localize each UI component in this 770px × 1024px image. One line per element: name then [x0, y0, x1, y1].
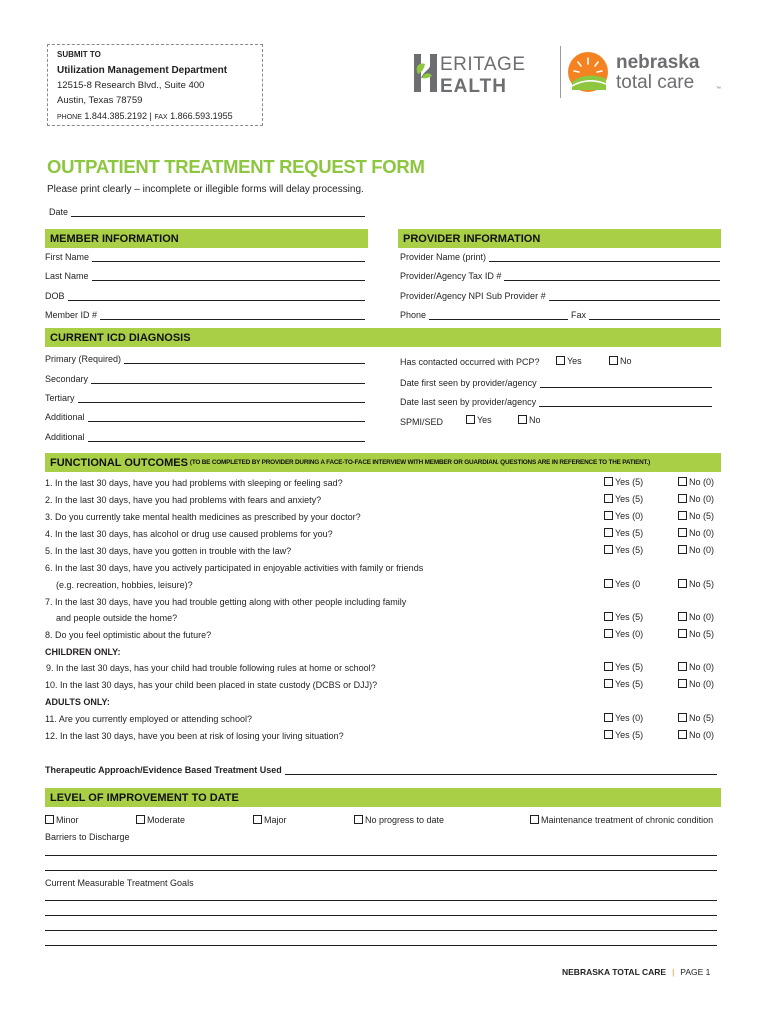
question-9-yes-label: Yes (5) [615, 662, 644, 672]
provider-phone-field[interactable] [400, 310, 568, 320]
question-12-yes-label: Yes (5) [615, 730, 644, 740]
question-11-yes[interactable] [604, 713, 643, 723]
question-11-yes-label: Yes (0) [615, 713, 644, 723]
ntc-tm: ™ [716, 86, 721, 92]
phone-number: 1.844.385.2192 [84, 111, 147, 121]
spmi-yes-label: Yes [477, 415, 492, 425]
dob-label: DOB [45, 291, 65, 301]
question-7-text: 7. In the last 30 days, have you had trouble getting along with other people including family [45, 597, 407, 607]
question-8-text: 8. Do you feel optimistic about the future? [45, 630, 212, 640]
question-2-no-checkbox[interactable] [678, 494, 687, 503]
form-subtitle: Please print clearly – incomplete or illegible forms will delay processing. [47, 184, 364, 195]
question-1-yes-checkbox[interactable] [604, 477, 613, 486]
question-3-no[interactable] [678, 511, 714, 521]
question-8-no[interactable] [678, 629, 714, 639]
question-5-text: 5. In the last 30 days, have you gotten in trouble with the law? [45, 546, 292, 556]
pcp-yes-label: Yes [567, 356, 582, 366]
improvement-no-progress-checkbox[interactable] [354, 815, 363, 824]
first-name-label: First Name [45, 252, 90, 262]
tertiary-diagnosis-field[interactable] [45, 393, 365, 403]
therapeutic-approach-field[interactable] [45, 765, 717, 775]
barriers-line-2[interactable] [45, 870, 717, 871]
question-1-no[interactable] [678, 477, 714, 487]
question-10-no-label: No (0) [689, 679, 715, 689]
question-4-no[interactable] [678, 528, 714, 538]
goals-line-1[interactable] [45, 900, 717, 901]
logo-divider [560, 46, 561, 98]
question-10-yes-checkbox[interactable] [604, 679, 613, 688]
department-name: Utilization Management Department [57, 65, 228, 76]
spmi-no-option[interactable] [518, 415, 541, 425]
question-2-yes-label: Yes (5) [615, 494, 644, 504]
question-10-text: 10. In the last 30 days, has your child been placed in state custody (DCBS or DJJ)? [45, 680, 378, 690]
improvement-major-checkbox[interactable] [253, 815, 262, 824]
member-info-header [45, 229, 368, 248]
question-7-text-cont: and people outside the home? [56, 613, 178, 623]
dob-field[interactable] [45, 291, 365, 301]
question-12-no-label: No (0) [689, 730, 715, 740]
first-seen-label: Date first seen by provider/agency [400, 378, 537, 388]
question-4-no-checkbox[interactable] [678, 528, 687, 537]
pcp-no-checkbox[interactable] [609, 356, 618, 365]
question-7-yes-checkbox[interactable] [604, 612, 613, 621]
question-11-no-checkbox[interactable] [678, 713, 687, 722]
question-7-no-label: No (0) [689, 612, 715, 622]
spmi-yes-checkbox[interactable] [466, 415, 475, 424]
improvement-maintenance-label: Maintenance treatment of chronic condition [541, 815, 714, 825]
page-footer [562, 967, 710, 977]
ntc-line1-text: nebraska [616, 52, 700, 73]
pcp-no-label: No [620, 356, 632, 366]
pcp-question: Has contacted occurred with PCP? [400, 357, 540, 367]
additional-diagnosis-field-1[interactable] [45, 412, 365, 422]
question-10-no[interactable] [678, 679, 714, 689]
question-10-no-checkbox[interactable] [678, 679, 687, 688]
date-label: Date [49, 207, 69, 217]
question-6-text: 6. In the last 30 days, have you actively participated in enjoyable activities with family or friends [45, 563, 424, 573]
tax-id-label: Provider/Agency Tax ID # [400, 271, 502, 281]
improvement-maintenance-checkbox[interactable] [530, 815, 539, 824]
question-9-text: 9. In the last 30 days, has your child had trouble following rules at home or school? [46, 663, 376, 673]
question-2-no[interactable] [678, 494, 714, 504]
question-1-no-label: No (0) [689, 477, 715, 487]
nebraska-total-care-logo [566, 46, 726, 98]
question-4-text: 4. In the last 30 days, has alcohol or drug use caused problems for you? [45, 529, 333, 539]
last-name-line[interactable] [92, 272, 365, 281]
question-3-yes[interactable] [604, 511, 643, 521]
form-title: OUTPATIENT TREATMENT REQUEST FORM [47, 156, 425, 177]
question-12-no-checkbox[interactable] [678, 730, 687, 739]
question-7-no-checkbox[interactable] [678, 612, 687, 621]
question-8-no-checkbox[interactable] [678, 629, 687, 638]
npi-label: Provider/Agency NPI Sub Provider # [400, 291, 546, 301]
question-12-no[interactable] [678, 730, 714, 740]
first-name-line[interactable] [92, 253, 365, 262]
improvement-minor-option[interactable] [45, 815, 79, 825]
fax-label: FAX [154, 114, 168, 121]
question-5-no-label: No (0) [689, 545, 715, 555]
question-12-text: 12. In the last 30 days, have you been at risk of losing your living situation? [45, 731, 344, 741]
phone-label: PHONE [57, 114, 82, 121]
question-9-yes[interactable] [604, 662, 643, 672]
adults-only-heading: ADULTS ONLY: [45, 697, 110, 707]
children-only-heading: CHILDREN ONLY: [45, 647, 121, 657]
question-6-no-label: No (5) [689, 579, 715, 589]
npi-line[interactable] [549, 292, 720, 301]
question-3-text: 3. Do you currently take mental health medicines as prescribed by your doctor? [45, 512, 361, 522]
improvement-title: LEVEL OF IMPROVEMENT TO DATE [50, 791, 239, 804]
improvement-no-progress-option[interactable] [354, 815, 444, 825]
goals-line-4[interactable] [45, 945, 717, 946]
last-name-label: Last Name [45, 271, 89, 281]
additional-diagnosis-label-1: Additional [45, 412, 85, 422]
member-id-line[interactable] [100, 311, 365, 320]
primary-diagnosis-label: Primary (Required) [45, 354, 122, 364]
secondary-diagnosis-label: Secondary [45, 374, 89, 384]
question-2-yes[interactable] [604, 494, 643, 504]
question-8-yes[interactable] [604, 629, 643, 639]
spmi-yes-option[interactable] [466, 415, 492, 425]
secondary-diagnosis-line[interactable] [91, 375, 365, 384]
tertiary-diagnosis-label: Tertiary [45, 393, 75, 403]
question-6-yes[interactable] [604, 579, 640, 589]
question-6-text-cont: (e.g. recreation, hobbies, leisure)? [56, 580, 193, 590]
question-3-no-label: No (5) [689, 511, 715, 521]
question-8-no-label: No (5) [689, 629, 715, 639]
improvement-minor-checkbox[interactable] [45, 815, 54, 824]
question-11-no-label: No (5) [689, 713, 715, 723]
functional-outcomes-title: FUNCTIONAL OUTCOMES [50, 456, 188, 469]
improvement-header [45, 788, 721, 807]
provider-fax-field[interactable] [571, 310, 720, 320]
question-1-yes[interactable] [604, 477, 643, 487]
question-11-text: 11. Are you currently employed or attending school? [45, 714, 252, 724]
address-line-1: 12515-8 Research Blvd., Suite 400 [57, 80, 205, 91]
question-2-no-label: No (0) [689, 494, 715, 504]
barriers-line-1[interactable] [45, 855, 717, 856]
provider-name-label: Provider Name (print) [400, 252, 487, 262]
question-9-no[interactable] [678, 662, 714, 672]
heritage-top-text: ERITAGE [440, 54, 526, 75]
question-9-no-checkbox[interactable] [678, 662, 687, 671]
functional-outcomes-header [45, 453, 721, 472]
functional-outcomes-note: (TO BE COMPLETED BY PROVIDER DURING A FACE-TO-FACE INTERVIEW WITH MEMBER OR GUARDIAN. QUESTIONS ARE IN REFERENCE TO THE PATIENT.) [189, 459, 651, 466]
improvement-moderate-option[interactable] [136, 815, 185, 825]
icd-diagnosis-header [45, 328, 721, 347]
spmi-label: SPMI/SED [400, 417, 444, 427]
pcp-yes-checkbox[interactable] [556, 356, 565, 365]
last-seen-label: Date last seen by provider/agency [400, 397, 537, 407]
question-9-yes-checkbox[interactable] [604, 662, 613, 671]
heritage-bottom-text: EALTH [440, 76, 507, 96]
footer-page: PAGE 1 [680, 967, 711, 977]
question-12-yes-checkbox[interactable] [604, 730, 613, 739]
question-5-no-checkbox[interactable] [678, 545, 687, 554]
improvement-moderate-checkbox[interactable] [136, 815, 145, 824]
question-7-yes-label: Yes (5) [615, 612, 644, 622]
question-2-yes-checkbox[interactable] [604, 494, 613, 503]
address-line-2: Austin, Texas 78759 [57, 95, 143, 106]
improvement-major-label: Major [264, 815, 287, 825]
improvement-minor-label: Minor [56, 815, 79, 825]
question-6-no-checkbox[interactable] [678, 579, 687, 588]
submit-to-heading: SUBMIT TO [57, 50, 101, 59]
therapeutic-approach-line[interactable] [285, 766, 717, 775]
tertiary-diagnosis-line[interactable] [78, 394, 365, 403]
additional-diagnosis-line-2[interactable] [88, 433, 365, 442]
primary-diagnosis-line[interactable] [124, 355, 365, 364]
provider-name-line[interactable] [489, 253, 720, 262]
icd-diagnosis-title: CURRENT ICD DIAGNOSIS [50, 331, 191, 344]
question-5-yes[interactable] [604, 545, 643, 555]
question-1-text: 1. In the last 30 days, have you had problems with sleeping or feeling sad? [45, 478, 343, 488]
question-7-no[interactable] [678, 612, 714, 622]
question-12-yes[interactable] [604, 730, 643, 740]
improvement-maintenance-option[interactable] [530, 815, 713, 825]
question-10-yes[interactable] [604, 679, 643, 689]
therapeutic-approach-label: Therapeutic Approach/Evidence Based Treatment Used [45, 765, 282, 775]
member-id-label: Member ID # [45, 310, 98, 320]
pcp-yes-option[interactable] [556, 356, 582, 366]
provider-phone-line[interactable] [429, 311, 568, 320]
question-1-yes-label: Yes (5) [615, 477, 644, 487]
member-id-field[interactable] [45, 310, 365, 320]
improvement-major-option[interactable] [253, 815, 287, 825]
ntc-line2-text: total care [616, 72, 695, 93]
last-name-field[interactable] [45, 271, 365, 281]
question-1-no-checkbox[interactable] [678, 477, 687, 486]
provider-info-title: PROVIDER INFORMATION [403, 232, 541, 245]
provider-fax-line[interactable] [589, 311, 720, 320]
footer-org: NEBRASKA TOTAL CARE [562, 967, 667, 977]
date-line[interactable] [71, 208, 365, 217]
barriers-label: Barriers to Discharge [45, 832, 130, 842]
question-11-yes-checkbox[interactable] [604, 713, 613, 722]
question-9-no-label: No (0) [689, 662, 715, 672]
question-6-yes-checkbox[interactable] [604, 579, 613, 588]
provider-phone-label: Phone [400, 310, 427, 320]
question-8-yes-checkbox[interactable] [604, 629, 613, 638]
question-3-no-checkbox[interactable] [678, 511, 687, 520]
footer-separator: | [672, 967, 675, 977]
question-10-yes-label: Yes (5) [615, 679, 644, 689]
dob-line[interactable] [68, 292, 365, 301]
member-info-title: MEMBER INFORMATION [50, 232, 179, 245]
primary-diagnosis-field[interactable] [45, 354, 365, 364]
question-8-yes-label: Yes (0) [615, 629, 644, 639]
date-field[interactable] [49, 207, 365, 217]
additional-diagnosis-field-2[interactable] [45, 432, 365, 442]
additional-diagnosis-line-1[interactable] [88, 413, 365, 422]
improvement-moderate-label: Moderate [147, 815, 186, 825]
provider-name-field[interactable] [400, 252, 720, 262]
first-seen-field[interactable] [400, 378, 712, 388]
question-5-yes-checkbox[interactable] [604, 545, 613, 554]
question-5-yes-label: Yes (5) [615, 545, 644, 555]
spmi-no-checkbox[interactable] [518, 415, 527, 424]
last-seen-line[interactable] [539, 398, 712, 407]
npi-field[interactable] [400, 291, 720, 301]
goals-label: Current Measurable Treatment Goals [45, 878, 194, 888]
question-2-text: 2. In the last 30 days, have you had problems with fears and anxiety? [45, 495, 322, 505]
spmi-no-label: No [529, 415, 541, 425]
first-seen-line[interactable] [540, 379, 712, 388]
question-6-no[interactable] [678, 579, 714, 589]
secondary-diagnosis-field[interactable] [45, 374, 365, 384]
last-seen-field[interactable] [400, 397, 712, 407]
question-7-yes[interactable] [604, 612, 643, 622]
question-4-no-label: No (0) [689, 528, 715, 538]
provider-info-header [398, 229, 721, 248]
goals-line-2[interactable] [45, 915, 717, 916]
submit-to-box [47, 44, 263, 126]
tax-id-field[interactable] [400, 271, 720, 281]
question-3-yes-checkbox[interactable] [604, 511, 613, 520]
question-6-yes-label: Yes (0 [615, 579, 641, 589]
additional-diagnosis-label-2: Additional [45, 432, 85, 442]
heritage-health-logo [412, 48, 552, 96]
goals-line-3[interactable] [45, 930, 717, 931]
question-11-no[interactable] [678, 713, 714, 723]
question-3-yes-label: Yes (0) [615, 511, 644, 521]
provider-fax-label: Fax [571, 310, 587, 320]
question-5-no[interactable] [678, 545, 714, 555]
first-name-field[interactable] [45, 252, 365, 262]
question-4-yes[interactable] [604, 528, 643, 538]
question-4-yes-label: Yes (5) [615, 528, 644, 538]
tax-id-line[interactable] [504, 272, 720, 281]
improvement-no-progress-label: No progress to date [365, 815, 445, 825]
question-4-yes-checkbox[interactable] [604, 528, 613, 537]
pcp-no-option[interactable] [609, 356, 632, 366]
contact-line: PHONE 1.844.385.2192 | FAX 1.866.593.1955 [57, 111, 233, 121]
fax-number: 1.866.593.1955 [170, 111, 233, 121]
